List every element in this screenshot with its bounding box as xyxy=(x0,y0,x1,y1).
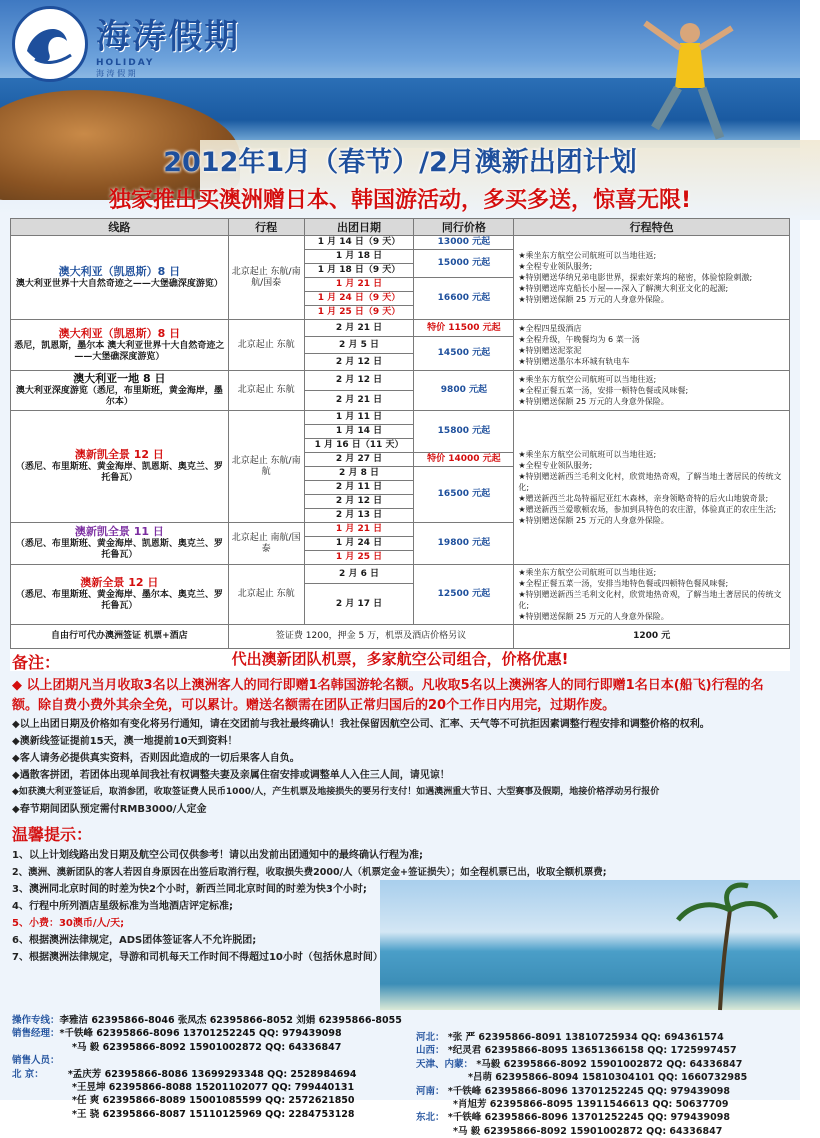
contact-entry: *吕萌 62395866-8094 15810304101 QQ: 1660732985 xyxy=(468,1072,748,1084)
date-cell: 1 月 25 日 xyxy=(304,551,414,565)
contact-entry: *肖旭芳 62395866-8095 13911546613 QQ: 50637709 xyxy=(453,1099,729,1111)
header-features: 行程特色 xyxy=(514,219,790,236)
brand-english: HOLIDAY xyxy=(96,58,155,68)
date-cell: 1 月 14 日（9 天） xyxy=(304,236,414,250)
sales-label: 销售人员： xyxy=(12,1055,60,1067)
contact-entry: *马 毅 62395866-8092 15901002872 QQ: 64336847 xyxy=(453,1125,723,1137)
features-cell xyxy=(514,565,790,625)
route-title: 澳新全景 12 日 xyxy=(80,576,159,589)
contact-entry: *马毅 62395866-8092 15901002872 QQ: 64336847 xyxy=(476,1058,743,1070)
jumping-person-image xyxy=(620,8,740,158)
notes-section xyxy=(12,650,788,818)
tip-item: 7、根据澳洲法律规定，导游和司机每天工作时间不得超过10小时（包括休息时间） xyxy=(12,952,383,963)
date-cell: 1 月 18 日（9 天） xyxy=(304,264,414,278)
route-cell xyxy=(11,320,229,371)
feature-line: ★特别赠送墨尔本环城有轨电车 xyxy=(518,357,630,366)
contact-entry: *王 骁 62395866-8087 15110125969 QQ: 2284753128 xyxy=(72,1108,355,1120)
feature-line: ★特别赠送保额 25 万元的人身意外保险。 xyxy=(518,397,669,406)
tips-title: 温馨提示： xyxy=(12,825,93,844)
freetour-detail: 签证费 1200，押金 5 万，机票及酒店价格另议 xyxy=(228,625,514,649)
hotline-label: 操作专线： xyxy=(12,1015,60,1026)
header-price: 同行价格 xyxy=(414,219,514,236)
note-item: ◆春节期间团队预定需付RMB3000/人定金 xyxy=(12,804,207,815)
date-cell: 2 月 27 日 xyxy=(304,453,414,467)
contact-entry: *千铁峰 62395866-8096 13701252245 QQ: 979439098 xyxy=(447,1112,730,1124)
feature-line: ★特别赠送泥浆泥 xyxy=(518,346,582,355)
date-cell: 2 月 11 日 xyxy=(304,481,414,495)
contact-entry: *马 毅 62395866-8092 15901002872 QQ: 64336847 xyxy=(72,1041,342,1053)
itinerary-cell: 北京起止 东航 xyxy=(228,371,304,411)
price-cell: 14500 元起 xyxy=(414,337,514,371)
route-desc: （悉尼、布里斯班、黄金海岸、凯恩斯、奥克兰、罗托鲁瓦） xyxy=(15,462,223,483)
tip-item: 6、根据澳洲法律规定，ADS团体签证客人不允许脱团; xyxy=(12,935,257,946)
brand-logo xyxy=(12,6,240,82)
feature-line: ★特别赠送新西兰毛利文化村，欣赏地热奇观，了解当地土著居民的传统文化; xyxy=(518,590,782,610)
note-item: ◆如获澳大利亚签证后，取消参团，收取签证费人民币1000/人，产生机票及地接损失的要另行支付！如遇澳洲重大节日、大型赛事及假期，地接价格浮动另行报价 xyxy=(12,787,660,797)
feature-line: ★乘坐东方航空公司航班可以当地往返; xyxy=(518,375,657,384)
tip-item: 4、行程中所列酒店星级标准为当地酒店评定标准; xyxy=(12,901,233,912)
note-item: ◆遇散客拼团，若团体出现单间我社有权调整夫妻及亲属住宿安排或调整单人入住三人间，请见谅！ xyxy=(12,770,450,781)
route-cell xyxy=(11,236,229,320)
route-title: 澳新凯全景 12 日 xyxy=(74,448,164,461)
tip-item: 1、以上计划线路出发日期及航空公司仅供参考！请以出发前出团通知中的最终确认行程为准; xyxy=(12,850,423,861)
note-item: ◆以上出团日期及价格如有变化将另行通知，请在交团前与我社最终确认！我社保留因航空公司、汇率、天气等不可抗拒因素调整行程安排和调整价格的权利。 xyxy=(12,719,710,730)
contact-entry: *任 爽 62395866-8089 15001085599 QQ: 2572621850 xyxy=(72,1095,355,1107)
route-desc: （悉尼、布里斯班、黄金海岸、墨尔本、奥克兰、罗托鲁瓦） xyxy=(15,590,223,611)
feature-line: ★特别赠送库克船长小屋——深入了解澳大利亚文化的起源; xyxy=(518,284,729,293)
header-itinerary: 行程 xyxy=(228,219,304,236)
feature-line: ★乘坐东方航空公司航班可以当地往返; xyxy=(518,568,657,577)
itinerary-cell: 北京起止 东航/南航 xyxy=(228,411,304,523)
features-cell xyxy=(514,320,790,371)
page-subtitle: 独家推出买澳洲赠日本、韩国游活动，多买多送，惊喜无限! xyxy=(108,188,692,213)
itinerary-cell: 北京起止 东航 xyxy=(228,565,304,625)
route-cell xyxy=(11,371,229,411)
date-cell: 1 月 21 日 xyxy=(304,523,414,537)
route-cell xyxy=(11,565,229,625)
features-cell xyxy=(514,411,790,565)
date-cell: 1 月 21 日 xyxy=(304,278,414,292)
header-route: 线路 xyxy=(11,219,229,236)
date-cell: 2 月 12 日 xyxy=(304,495,414,509)
contact-entry: *千铁峰 62395866-8096 13701252245 QQ: 979439098 xyxy=(59,1028,342,1040)
date-cell: 2 月 6 日 xyxy=(304,565,414,584)
itinerary-cell: 北京起止 东航/南航/国泰 xyxy=(228,236,304,320)
price-cell: 16500 元起 xyxy=(414,467,514,523)
itinerary-cell: 北京起止 东航 xyxy=(228,320,304,371)
header-date: 出团日期 xyxy=(304,219,414,236)
price-cell: 9800 元起 xyxy=(414,371,514,411)
price-cell: 15800 元起 xyxy=(414,411,514,453)
contact-entry: *千铁峰 62395866-8096 13701252245 QQ: 979439098 xyxy=(447,1085,730,1097)
date-cell: 1 月 25 日（9 天） xyxy=(304,306,414,320)
price-cell: 12500 元起 xyxy=(414,565,514,625)
date-cell: 2 月 21 日 xyxy=(304,320,414,337)
route-title: 澳大利亚（凯恩斯）8 日 xyxy=(58,264,181,278)
date-cell: 2 月 13 日 xyxy=(304,509,414,523)
feature-line: ★赠送新西兰爱歌顿农场，参加到具特色的农庄游，体验真正的农庄生活; xyxy=(518,505,777,514)
brand-name: 海涛假期 xyxy=(96,17,240,57)
route-title: 澳新凯全景 11 日 xyxy=(74,525,164,538)
date-cell: 1 月 16 日（11 天） xyxy=(304,439,414,453)
itinerary-cell: 北京起止 南航/国泰 xyxy=(228,523,304,565)
feature-line: ★特别赠送保额 25 万元的人身意外保险。 xyxy=(518,295,669,304)
route-desc: 澳大利亚深度游览（悉尼，布里斯班，黄金海岸，墨尔本） xyxy=(15,386,223,407)
region-label: 河北： xyxy=(416,1032,445,1043)
note-item: ◆客人请务必提供真实资料，否则因此造成的一切后果客人自负。 xyxy=(12,753,300,764)
date-cell: 1 月 18 日 xyxy=(304,250,414,264)
date-cell: 2 月 12 日 xyxy=(304,371,414,391)
page-title: 2012年1月（春节）/2月澳新出团计划 xyxy=(163,147,637,178)
tip-item: 2、澳洲、澳新团队的客人若因自身原因在出签后取消行程，收取损失费2000/人（机票定金+签证损失）；如全程机票已出，收取全额机票费; xyxy=(12,867,607,878)
promo-banner: 代出澳新团队机票，多家航空公司组合，价格优惠! xyxy=(11,649,790,671)
notes-title: 备注： xyxy=(12,653,61,672)
feature-line: ★全程专业领队服务; xyxy=(518,262,593,271)
date-cell: 2 月 5 日 xyxy=(304,337,414,354)
feature-line: ★特别赠送保额 25 万元的人身意外保险。 xyxy=(518,516,669,525)
tips-section xyxy=(12,822,788,966)
contact-entry: *孟庆芳 62395866-8086 13699293348 QQ: 2528984694 xyxy=(67,1068,357,1080)
route-title: 澳大利亚（凯恩斯）8 日 xyxy=(58,326,181,340)
hotline-entries: 李雅洁 62395866-8046 张凤杰 62395866-8052 刘娟 62395866-8055 xyxy=(59,1015,402,1026)
date-cell: 1 月 11 日 xyxy=(304,411,414,425)
date-cell: 2 月 21 日 xyxy=(304,391,414,411)
freetour-price: 1200 元 xyxy=(514,625,790,649)
price-cell: 13000 元起 xyxy=(414,236,514,250)
route-cell xyxy=(11,523,229,565)
wave-logo-icon xyxy=(12,6,88,82)
beijing-label: 北 京： xyxy=(12,1068,44,1080)
date-cell: 1 月 24 日 xyxy=(304,537,414,551)
feature-line: ★全程专业领队服务; xyxy=(518,461,593,470)
manager-label: 销售经理： xyxy=(12,1028,60,1040)
price-cell: 19800 元起 xyxy=(414,523,514,565)
date-cell: 1 月 24 日（9 天） xyxy=(304,292,414,306)
route-desc: 悉尼，凯恩斯，墨尔本 澳大利亚世界十大自然奇迹之——大堡礁深度游览） xyxy=(14,340,225,362)
date-cell: 2 月 17 日 xyxy=(304,584,414,625)
tip-item: 5、小费：30澳币/人/天; xyxy=(12,918,125,929)
feature-line: ★全程四星级酒店 xyxy=(518,324,582,333)
feature-line: ★乘坐东方航空公司航班可以当地往返; xyxy=(518,251,657,260)
contact-entry: *王昱坤 62395866-8088 15201102077 QQ: 799440131 xyxy=(72,1082,355,1094)
route-desc: （悉尼、布里斯班、黄金海岸、凯恩斯、奥克兰、罗托鲁瓦） xyxy=(15,539,223,560)
freetour-label: 自由行可代办澳洲签证 机票+酒店 xyxy=(11,625,229,649)
feature-line: ★全程正餐五菜一汤，安排一顿特色餐或风味餐; xyxy=(518,386,689,395)
route-title: 澳大利亚一地 8 日 xyxy=(73,372,166,385)
date-cell: 2 月 8 日 xyxy=(304,467,414,481)
feature-line: ★全程正餐五菜一汤，安排当地特色餐或四顿特色餐风味餐; xyxy=(518,579,729,588)
date-cell: 2 月 12 日 xyxy=(304,354,414,371)
notes-highlight: ◆ 以上团期凡当月收取3名以上澳洲客人的同行即赠1名韩国游轮名额。凡收取5名以上澳洲客人的同行即赠1名日本(船飞)行程的名额。除自费小费外其余全免，可以累计。赠送名额需在团队正常归国后的20个工作日内用完，过期作废。 xyxy=(12,678,764,713)
features-cell xyxy=(514,236,790,320)
date-cell: 1 月 14 日 xyxy=(304,425,414,439)
features-cell xyxy=(514,371,790,411)
route-desc: 澳大利亚世界十大自然奇迹之——大堡礁深度游览） xyxy=(15,278,223,289)
region-label: 天津、内蒙： xyxy=(416,1058,474,1070)
feature-line: ★赠送新西兰北岛特福尼亚红木森林，亲身领略奇特的后火山地貌奇景; xyxy=(518,494,769,503)
regional-contacts xyxy=(416,1031,747,1138)
price-cell: 16600 元起 xyxy=(414,278,514,320)
region-label: 河南： xyxy=(416,1085,445,1097)
region-label: 山西： xyxy=(416,1045,445,1057)
note-item: ◆澳新线签证提前15天，澳一地提前10天到资料！ xyxy=(12,736,238,747)
contact-entry: *纪灵君 62395866-8095 13651366158 QQ: 1725997457 xyxy=(447,1045,737,1057)
price-cell: 特价 14000 元起 xyxy=(414,453,514,467)
contact-entry: *张 严 62395866-8091 13810725934 QQ: 694361574 xyxy=(447,1032,724,1043)
tour-plan-table xyxy=(10,218,790,671)
header-banner xyxy=(0,0,800,215)
price-cell: 15000 元起 xyxy=(414,250,514,278)
price-cell: 特价 11500 元起 xyxy=(414,320,514,337)
feature-line: ★特别赠送新西兰毛利文化村，欣赏地热奇观，了解当地土著居民的传统文化; xyxy=(518,472,782,492)
feature-line: ★特别赠送保额 25 万元的人身意外保险。 xyxy=(518,612,669,621)
region-label: 东北： xyxy=(416,1112,445,1124)
route-cell xyxy=(11,411,229,523)
brand-arc-text: 海 涛 假 期 xyxy=(96,69,136,78)
feature-line: ★全程升级，午晚餐均为 6 菜一汤 xyxy=(518,335,640,344)
tip-item: 3、澳洲同北京时间的时差为快2个小时，新西兰同北京时间的时差为快3个小时; xyxy=(12,884,367,895)
feature-line: ★乘坐东方航空公司航班可以当地往返; xyxy=(518,450,657,459)
feature-line: ★特别赠送华纳兄弟电影世界，探索好莱坞的秘密，体验惊险刺激; xyxy=(518,273,753,282)
